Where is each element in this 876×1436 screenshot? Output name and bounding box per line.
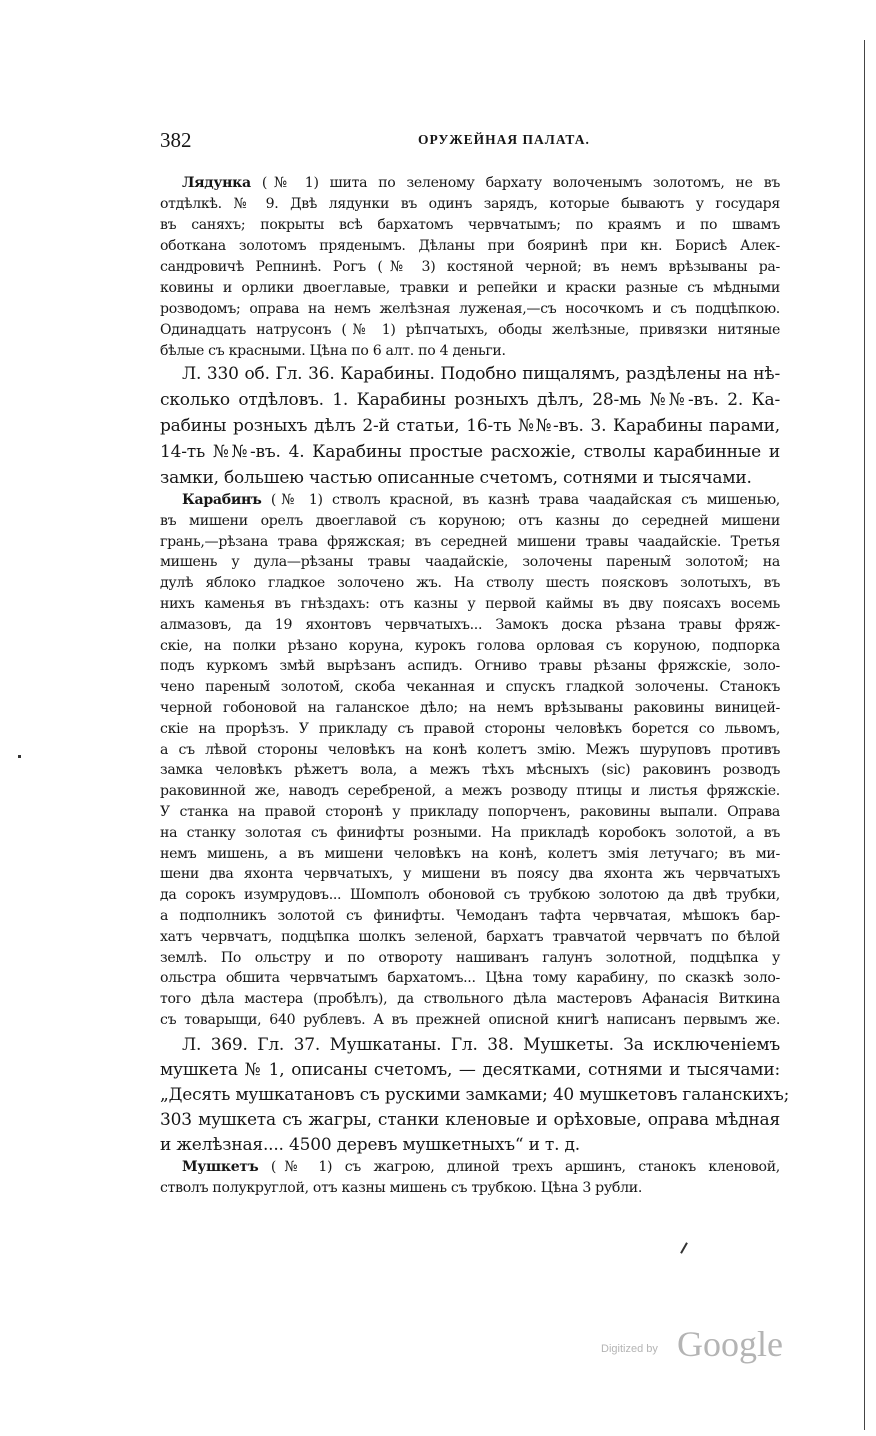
text-line: мушкета № 1, описаны счетомъ, — десятками, сотнями и тысячами: [160, 1060, 780, 1080]
scan-speck [680, 1242, 688, 1253]
text-line: а подполникъ золотой съ финифты. Чемоданъ тафта червчатая, мѣшокъ бар- [160, 908, 780, 924]
text-line: сандровичѣ Репнинѣ. Рогъ (№ 3) костяной черной; въ немъ врѣзываны ра- [160, 259, 780, 275]
text-line: а съ лѣвой стороны человѣкъ на конѣ колетъ змію. Межъ шуруповъ противъ [160, 742, 780, 758]
text-line: сколько отдѣловъ. 1. Карабины розныхъ дѣлъ, 28-мь №№-въ. 2. Ка- [160, 390, 780, 410]
text-line: рабины розныхъ дѣлъ 2-й статьи, 16-ть №№-въ. 3. Карабины парами, [160, 416, 780, 436]
text-line: Л. 369. Гл. 37. Мушкатаны. Гл. 38. Мушкеты. За исключеніемъ [182, 1035, 780, 1055]
text-line: хатъ червчатъ, подцѣпка шолкъ зеленой, бархатъ травчатой червчатъ по бѣлой [160, 929, 780, 945]
text-line: мишень у дула—рѣзаны травы чаадайскіе, золочены пареным̃ золотом̃; на [160, 554, 780, 570]
scan-speck [18, 755, 21, 758]
entry-lead-word: Лядунка [182, 175, 251, 191]
text-line: ковины и орлики двоеглавые, травки и репейки и краски разные съ мѣдными [160, 280, 780, 296]
text-line: бѣлые съ красными. Цѣна по 6 алт. по 4 деньги. [160, 343, 506, 359]
text-line: шени два яхонта червчатыхъ, у мишени въ поясу два яхонта жъ червчатыхъ [160, 866, 780, 882]
text-line: отдѣлкѣ. № 9. Двѣ лядунки въ одинъ зарядъ, которые бываютъ у государя [160, 196, 780, 212]
text-line: „Десять мушкатановъ съ рускими замками; 40 мушкетовъ галанскихъ; [160, 1085, 790, 1105]
text-line: Мушкетъ (№ 1) съ жагрою, длиной трехъ аршинъ, станокъ кленовой, [182, 1159, 780, 1175]
google-watermark [601, 1324, 801, 1367]
text-line: да сорокъ изумрудовъ... Шомполъ обоновой съ трубкою золотою да двѣ трубки, [160, 887, 780, 903]
text-line: раковинной же, наводъ серебреной, а межъ розводу птицы и листья фряжскіе. [160, 783, 780, 799]
text-line: Карабинъ (№ 1) стволъ красной, въ казнѣ трава чаадайская съ мишенью, [182, 492, 780, 508]
text-line: того дѣла мастера (пробѣлъ), да ствольного дѣла мастеровъ Афанасія Виткина [160, 991, 780, 1007]
text-line: розводомъ; оправа на немъ желѣзная луженая,—съ носочкомъ и съ подцѣпкою. [160, 301, 780, 317]
text-line: нихъ каменья въ гнѣздахъ: отъ казны у первой каймы въ дву поясахъ восемь [160, 596, 780, 612]
text-line: У станка на правой сторонѣ у прикладу попорченъ, раковины выпали. Оправа [160, 804, 780, 820]
watermark-google-logo: Google [677, 1324, 783, 1364]
text-line: дулѣ яблоко гладкое золочено жъ. На стволу шесть поясковъ золотыхъ, въ [160, 575, 780, 591]
right-margin-scan-line [864, 40, 865, 1430]
text-line: оботкана золотомъ пряденымъ. Дѣланы при бояринѣ при кн. Борисѣ Алек- [160, 238, 780, 254]
text-line: землѣ. По ольстру и по отвороту нашиванъ галунъ золотной, подцѣпка у [160, 950, 780, 966]
text-line: стволъ полукруглой, отъ казны мишень съ трубкою. Цѣна 3 рубли. [160, 1180, 642, 1196]
text-line: въ саняхъ; покрыты всѣ бархатомъ червчатымъ; по краямъ и по швамъ [160, 217, 780, 233]
text-line: скіе на прорѣзъ. У прикладу съ правой стороны человѣкъ борется со львомъ, [160, 721, 780, 737]
text-line: чено пареным̃ золотом̃, скоба чеканная и спускъ гладкой золочены. Станокъ [160, 679, 780, 695]
text-line: черной гобоновой на галанское дѣло; на немъ врѣзываны раковины виницей- [160, 700, 780, 716]
text-line: Л. 330 об. Гл. 36. Карабины. Подобно пищалямъ, раздѣлены на нѣ- [182, 364, 780, 384]
text-line: 303 мушкета съ жагры, станки кленовые и орѣховые, оправа мѣдная [160, 1110, 780, 1130]
text-line: съ товарыщи, 640 рублевъ. А въ прежней описной книгѣ написанъ первымъ же. [160, 1012, 780, 1028]
text-line: ольстра обшита червчатымъ бархатомъ... Цѣна тому карабину, по сказкѣ золо- [160, 970, 780, 986]
text-line: подъ куркомъ змѣй вырѣзанъ аспидъ. Огниво травы рѣзаны фряжскіе, золо- [160, 658, 780, 674]
entry-lead-word: Мушкетъ [182, 1159, 259, 1175]
page-header [160, 128, 790, 156]
text-line: алмазовъ, да 19 яхонтовъ червчатыхъ... Замокъ доска рѣзана травы фряж- [160, 617, 780, 633]
text-line: грань,—рѣзана трава фряжская; въ середней мишени травы чаадайскіе. Третья [160, 534, 780, 550]
text-line: на станку золотая съ финифты розными. На прикладѣ коробокъ золотой, а въ [160, 825, 780, 841]
text-line: замка человѣкъ рѣжетъ вола, а межъ тѣхъ мѣсныхъ (sic) раковинъ розводъ [160, 762, 780, 778]
text-line: замки, большею частью описанные счетомъ, сотнями и тысячами. [160, 468, 752, 488]
text-line: Одинадцать натрусонъ (№ 1) рѣпчатыхъ, ободы желѣзные, привязки нитяные [160, 322, 780, 338]
text-line: немъ мишень, а въ мишени человѣкъ на конѣ, колетъ змія летучаго; въ ми- [160, 846, 780, 862]
text-line: и желѣзная.... 4500 деревъ мушкетныхъ“ и т. д. [160, 1135, 580, 1155]
text-line: Лядунка (№ 1) шита по зеленому бархату волоченымъ золотомъ, не въ [182, 175, 780, 191]
running-title: ОРУЖЕЙНАЯ ПАЛАТА. [418, 132, 590, 147]
entry-lead-word: Карабинъ [182, 492, 262, 508]
text-line: въ мишени орелъ двоеглавой съ коруною; отъ казны до середней мишени [160, 513, 780, 529]
text-line: скіе, на полки рѣзано коруна, курокъ голова орловая съ коруною, подпорка [160, 638, 780, 654]
page-number: 382 [160, 128, 192, 152]
text-line: 14-ть №№-въ. 4. Карабины простые расхожіе, стволы карабинные и [160, 442, 780, 462]
watermark-digitized-by: Digitized by [601, 1343, 658, 1355]
